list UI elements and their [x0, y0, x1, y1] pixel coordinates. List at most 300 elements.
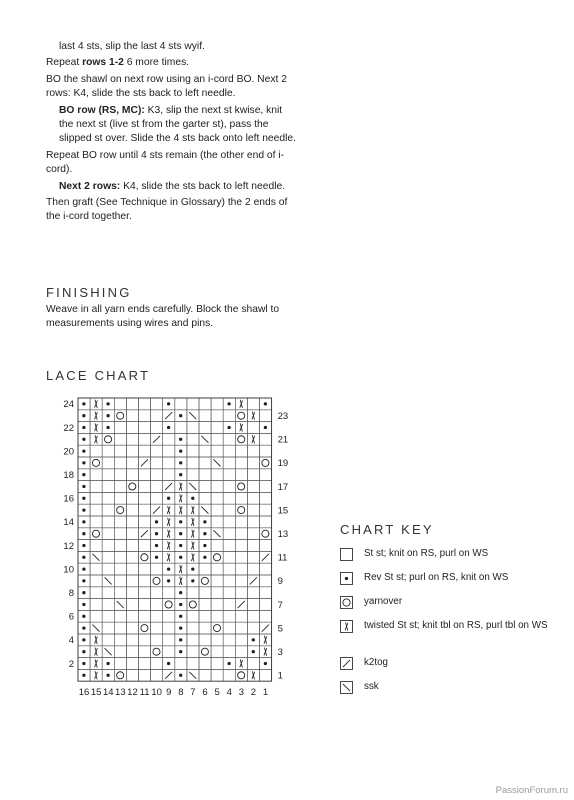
chart-cell — [151, 599, 163, 611]
chart-cell — [260, 540, 272, 552]
chart-cell — [114, 551, 126, 563]
chart-symbol-purl — [82, 615, 85, 618]
chart-symbol-yarnover — [201, 577, 208, 584]
chart-symbol-purl — [106, 414, 109, 417]
chart-row-label-right: 1 — [277, 670, 283, 682]
chart-cell — [114, 669, 126, 681]
chart-symbol-purl — [203, 520, 206, 523]
chart-cell — [260, 492, 272, 504]
chart-symbol-purl — [82, 650, 85, 653]
chart-symbol-k2tog — [165, 412, 172, 419]
finishing-heading: FINISHING — [46, 285, 132, 300]
chart-symbol-yarnover — [262, 459, 269, 466]
chart-cell — [126, 504, 138, 516]
chart-cell — [199, 599, 211, 611]
chart-symbol-purl — [264, 662, 267, 665]
chart-cell — [175, 398, 187, 410]
chart-cell — [187, 457, 199, 469]
chart-cell — [247, 504, 259, 516]
chart-cell — [211, 551, 223, 563]
chart-cell — [114, 528, 126, 540]
chart-symbol-yarnover — [238, 436, 245, 443]
chart-cell — [223, 551, 235, 563]
chart-cell — [114, 563, 126, 575]
chart-cell — [235, 528, 247, 540]
chart-column-label: 8 — [178, 687, 184, 699]
chart-cell — [102, 457, 114, 469]
chart-cell — [235, 481, 247, 493]
chart-cell — [139, 634, 151, 646]
chart-symbol-purl — [179, 461, 182, 464]
chart-cell — [247, 457, 259, 469]
chart-cell — [260, 528, 272, 540]
chart-key-item — [340, 681, 570, 711]
chart-column-label: 1 — [262, 687, 269, 699]
chart-cell — [102, 469, 114, 481]
chart-cell — [199, 492, 211, 504]
chart-symbol-purl — [82, 638, 85, 641]
chart-row-label-left: 8 — [68, 588, 74, 600]
chart-symbol-purl — [203, 544, 206, 547]
chart-cell — [114, 646, 126, 658]
chart-key-label: twisted St st; knit tbl on RS, purl tbl on WS — [364, 620, 548, 631]
chart-cell — [199, 658, 211, 670]
key-backslash-icon — [340, 681, 353, 694]
chart-cell — [247, 622, 259, 634]
chart-cell — [199, 457, 211, 469]
chart-symbol-purl — [82, 674, 85, 677]
chart-symbol-twisted — [264, 648, 267, 656]
chart-cell — [247, 469, 259, 481]
chart-symbol-k2tog — [238, 601, 245, 608]
chart-symbol-k2tog — [165, 672, 172, 679]
chart-cell — [235, 669, 247, 681]
chart-cell — [151, 658, 163, 670]
chart-cell — [199, 622, 211, 634]
chart-row-label-left: 24 — [63, 399, 74, 411]
chart-key-label: k2tog — [364, 657, 388, 668]
chart-symbol-purl — [82, 497, 85, 500]
chart-symbol-yarnover — [189, 601, 196, 608]
chart-cell — [260, 610, 272, 622]
chart-symbol-purl — [82, 626, 85, 629]
chart-symbol-k2tog — [141, 530, 148, 537]
chart-key-list — [340, 548, 570, 708]
chart-key-label: Rev St st; purl on RS, knit on WS — [364, 572, 509, 583]
key-dot-icon — [340, 572, 353, 585]
chart-cell — [139, 398, 151, 410]
chart-row-label-left: 22 — [63, 422, 74, 434]
chart-symbol-purl — [82, 449, 85, 452]
chart-cell — [187, 646, 199, 658]
chart-symbol-ssk — [213, 530, 220, 537]
instruction-repeat — [46, 56, 296, 70]
chart-cell — [102, 433, 114, 445]
chart-cell — [102, 551, 114, 563]
chart-cell — [199, 563, 211, 575]
chart-cell — [235, 587, 247, 599]
chart-cell — [151, 457, 163, 469]
chart-key-label: yarnover — [364, 596, 403, 607]
chart-symbol-purl — [345, 577, 348, 580]
chart-symbol-purl — [82, 556, 85, 559]
chart-cell — [223, 492, 235, 504]
chart-symbol-purl — [82, 603, 85, 606]
chart-cell — [90, 599, 102, 611]
chart-cell — [139, 422, 151, 434]
chart-cell — [235, 551, 247, 563]
chart-row-label-right: 13 — [277, 529, 289, 541]
chart-cell — [151, 398, 163, 410]
chart-cell — [163, 622, 175, 634]
pattern-instructions — [46, 40, 296, 227]
bo-row-text: K3, slip the next st kwise, knit the next st (live st from the garter st), pass the slipped st over. Slide the 4 sts back onto left needle. — [59, 104, 296, 145]
chart-cell — [235, 646, 247, 658]
chart-cell — [223, 563, 235, 575]
chart-cell — [235, 540, 247, 552]
chart-cell — [126, 658, 138, 670]
instruction-bo-row — [46, 104, 296, 147]
chart-cell — [235, 410, 247, 422]
chart-column-label: 12 — [127, 687, 138, 699]
chart-cell — [235, 433, 247, 445]
chart-cell — [211, 575, 223, 587]
chart-cell — [260, 481, 272, 493]
chart-symbol-purl — [179, 591, 182, 594]
chart-cell — [187, 610, 199, 622]
chart-cell — [139, 658, 151, 670]
chart-cell — [139, 410, 151, 422]
chart-cell — [211, 669, 223, 681]
chart-cell — [126, 398, 138, 410]
chart-cell — [151, 563, 163, 575]
chart-cell — [126, 540, 138, 552]
chart-cell — [114, 634, 126, 646]
chart-symbol-purl — [106, 662, 109, 665]
chart-column-label: 3 — [238, 687, 244, 699]
chart-symbol-purl — [82, 544, 85, 547]
chart-cell — [175, 658, 187, 670]
chart-symbol-purl — [179, 473, 182, 476]
chart-cell — [102, 634, 114, 646]
chart-cell — [114, 445, 126, 457]
chart-cell — [102, 528, 114, 540]
chart-symbol-yarnover — [201, 648, 208, 655]
chart-cell — [139, 516, 151, 528]
chart-symbol-purl — [252, 650, 255, 653]
chart-cell — [126, 445, 138, 457]
next2-text: K4, slide the sts back to left needle. — [120, 180, 286, 192]
chart-cell — [211, 610, 223, 622]
chart-cell — [163, 587, 175, 599]
chart-symbol-ssk — [92, 554, 99, 561]
chart-symbol-yarnover — [92, 530, 99, 537]
chart-symbol-purl — [227, 662, 230, 665]
chart-column-label: 6 — [202, 687, 208, 699]
chart-cell — [211, 422, 223, 434]
chart-symbol-k2tog — [262, 554, 269, 561]
chart-symbol-purl — [82, 426, 85, 429]
chart-symbol-purl — [264, 402, 267, 405]
chart-key-heading: CHART KEY — [340, 522, 434, 537]
chart-cell — [163, 457, 175, 469]
chart-cell — [90, 516, 102, 528]
chart-cell — [260, 587, 272, 599]
chart-cell — [199, 669, 211, 681]
key-empty-icon — [340, 548, 353, 561]
chart-symbol-k2tog — [153, 507, 160, 514]
chart-symbol-k2tog — [250, 577, 257, 584]
chart-cell — [211, 599, 223, 611]
chart-row-label-left: 12 — [63, 540, 74, 552]
chart-cell — [114, 587, 126, 599]
chart-cell — [223, 587, 235, 599]
chart-cell — [247, 563, 259, 575]
chart-symbol-twisted — [191, 541, 194, 549]
chart-symbol-purl — [227, 402, 230, 405]
chart-symbol-twisted — [95, 659, 98, 667]
chart-cell — [139, 540, 151, 552]
chart-cell — [187, 445, 199, 457]
chart-symbol-twisted — [179, 577, 182, 585]
chart-symbol-yarnover — [117, 412, 124, 419]
chart-cell — [223, 516, 235, 528]
chart-cell — [114, 422, 126, 434]
chart-cell — [187, 422, 199, 434]
chart-key-label: St st; knit on RS, purl on WS — [364, 548, 489, 559]
chart-cell — [139, 492, 151, 504]
chart-cell — [151, 634, 163, 646]
chart-row-label-right: 3 — [277, 647, 283, 659]
chart-cell — [223, 540, 235, 552]
chart-symbol-twisted — [167, 506, 170, 514]
chart-symbol-purl — [179, 603, 182, 606]
chart-cell — [90, 445, 102, 457]
chart-cell — [247, 398, 259, 410]
chart-cell — [90, 492, 102, 504]
chart-row-label-left: 6 — [68, 611, 74, 623]
chart-cell — [187, 587, 199, 599]
chart-symbol-twisted — [179, 506, 182, 514]
chart-cell — [223, 481, 235, 493]
chart-cell — [126, 492, 138, 504]
chart-cell — [102, 540, 114, 552]
chart-symbol-twisted — [167, 541, 170, 549]
chart-cell — [260, 575, 272, 587]
chart-cell — [199, 610, 211, 622]
chart-cell — [247, 422, 259, 434]
chart-cell — [151, 610, 163, 622]
chart-cell — [260, 433, 272, 445]
chart-cell — [139, 445, 151, 457]
chart-symbol-purl — [179, 650, 182, 653]
chart-symbol-purl — [155, 520, 158, 523]
finishing-text: Weave in all yarn ends carefully. Block the shawl to measurements using wires and pins. — [46, 304, 280, 330]
chart-cell — [223, 646, 235, 658]
chart-symbol-twisted — [191, 553, 194, 561]
chart-cell — [90, 587, 102, 599]
chart-cell — [139, 575, 151, 587]
chart-cell — [211, 634, 223, 646]
chart-cell — [260, 410, 272, 422]
chart-row-label-left: 2 — [68, 658, 74, 670]
chart-symbol-purl — [167, 402, 170, 405]
chart-symbol-purl — [191, 579, 194, 582]
chart-cell — [102, 492, 114, 504]
chart-symbol-purl — [179, 556, 182, 559]
chart-cell — [199, 398, 211, 410]
instruction-bo-intro: BO the shawl on next row using an i-cord BO. Next 2 rows: K4, slide the sts back to left needle. — [46, 73, 287, 100]
chart-cell — [235, 492, 247, 504]
chart-cell — [211, 622, 223, 634]
chart-column-label: 13 — [115, 687, 126, 699]
chart-symbol-twisted — [95, 423, 98, 431]
chart-cell — [235, 457, 247, 469]
chart-symbol-yarnover — [165, 601, 172, 608]
chart-cell — [139, 433, 151, 445]
chart-symbol-purl — [82, 508, 85, 511]
chart-cell — [90, 469, 102, 481]
chart-cell — [235, 504, 247, 516]
chart-cell — [151, 492, 163, 504]
chart-cell — [126, 457, 138, 469]
chart-symbol-yarnover — [141, 554, 148, 561]
chart-symbol-twisted — [240, 423, 243, 431]
bo-row-bold: BO row (RS, MC): — [59, 104, 145, 116]
chart-symbol-purl — [82, 485, 85, 488]
chart-cell — [187, 622, 199, 634]
chart-symbol-purl — [82, 414, 85, 417]
chart-symbol-purl — [82, 567, 85, 570]
chart-cell — [102, 610, 114, 622]
chart-key-label: ssk — [364, 681, 379, 692]
instruction-repeat-bo: Repeat BO row until 4 sts remain (the other end of i-cord). — [46, 149, 285, 176]
chart-cell — [187, 658, 199, 670]
chart-symbol-twisted — [167, 553, 170, 561]
chart-cell — [114, 410, 126, 422]
chart-column-label: 2 — [250, 687, 257, 699]
chart-symbol-yarnover — [213, 554, 220, 561]
chart-cell — [211, 398, 223, 410]
chart-cell — [114, 658, 126, 670]
chart-cell — [90, 575, 102, 587]
chart-cell — [223, 433, 235, 445]
chart-cell — [126, 634, 138, 646]
lace-chart-heading: LACE CHART — [46, 368, 151, 383]
chart-cell — [102, 481, 114, 493]
chart-cell — [126, 622, 138, 634]
chart-cell — [247, 516, 259, 528]
chart-cell — [187, 469, 199, 481]
chart-symbol-purl — [106, 426, 109, 429]
chart-symbol-purl — [167, 662, 170, 665]
chart-symbol-purl — [82, 402, 85, 405]
chart-cell — [126, 410, 138, 422]
chart-column-label: 11 — [139, 687, 150, 699]
chart-cell — [126, 551, 138, 563]
chart-cell — [126, 469, 138, 481]
chart-symbol-purl — [179, 520, 182, 523]
chart-cell — [223, 575, 235, 587]
chart-cell — [102, 587, 114, 599]
chart-symbol-purl — [167, 579, 170, 582]
chart-cell — [235, 634, 247, 646]
chart-symbol-purl — [155, 532, 158, 535]
chart-symbol-twisted — [252, 412, 255, 420]
chart-row-label-right: 17 — [277, 481, 289, 493]
chart-column-label: 14 — [102, 687, 114, 699]
chart-cell — [211, 563, 223, 575]
chart-cell — [235, 622, 247, 634]
chart-cell — [223, 622, 235, 634]
chart-symbol-k2tog — [165, 483, 172, 490]
chart-cell — [102, 516, 114, 528]
chart-cell — [199, 646, 211, 658]
chart-cell — [90, 457, 102, 469]
chart-symbol-purl — [203, 532, 206, 535]
chart-cell — [175, 422, 187, 434]
chart-symbol-purl — [179, 438, 182, 441]
chart-row-label-left: 14 — [63, 517, 74, 529]
chart-symbol-k2tog — [343, 660, 350, 667]
chart-cell — [187, 433, 199, 445]
chart-cell — [102, 445, 114, 457]
chart-symbol-purl — [252, 638, 255, 641]
chart-cell — [114, 610, 126, 622]
chart-cell — [102, 599, 114, 611]
chart-cell — [114, 575, 126, 587]
chart-symbol-yarnover — [141, 625, 148, 632]
watermark: PassionForum.ru — [495, 785, 568, 796]
chart-cell — [235, 575, 247, 587]
chart-cell — [223, 669, 235, 681]
chart-symbol-yarnover — [153, 648, 160, 655]
chart-cell — [90, 610, 102, 622]
chart-cell — [114, 457, 126, 469]
chart-cell — [90, 504, 102, 516]
chart-cell — [90, 481, 102, 493]
repeat-post: 6 more times. — [123, 57, 190, 69]
chart-symbol-yarnover — [117, 672, 124, 679]
chart-symbol-twisted — [167, 518, 170, 526]
chart-symbol-ssk — [201, 507, 208, 514]
chart-symbol-ssk — [189, 412, 196, 419]
chart-symbol-purl — [82, 461, 85, 464]
chart-cell — [151, 481, 163, 493]
lace-chart — [50, 393, 310, 713]
chart-symbol-twisted — [95, 671, 98, 679]
chart-cell — [223, 457, 235, 469]
chart-symbol-purl — [179, 638, 182, 641]
chart-symbol-purl — [227, 426, 230, 429]
chart-row-label-left: 16 — [63, 493, 74, 505]
chart-cell — [199, 575, 211, 587]
chart-symbol-yarnover — [153, 577, 160, 584]
chart-symbol-yarnover — [343, 599, 350, 606]
chart-key-item — [340, 620, 570, 650]
chart-symbol-yarnover — [92, 459, 99, 466]
chart-symbol-purl — [179, 544, 182, 547]
chart-cell — [223, 634, 235, 646]
chart-cell — [223, 504, 235, 516]
chart-cell — [126, 610, 138, 622]
chart-cell — [247, 658, 259, 670]
chart-cell — [211, 445, 223, 457]
chart-cell — [247, 587, 259, 599]
chart-symbol-twisted — [240, 400, 243, 408]
chart-cell — [126, 599, 138, 611]
chart-symbol-purl — [106, 674, 109, 677]
